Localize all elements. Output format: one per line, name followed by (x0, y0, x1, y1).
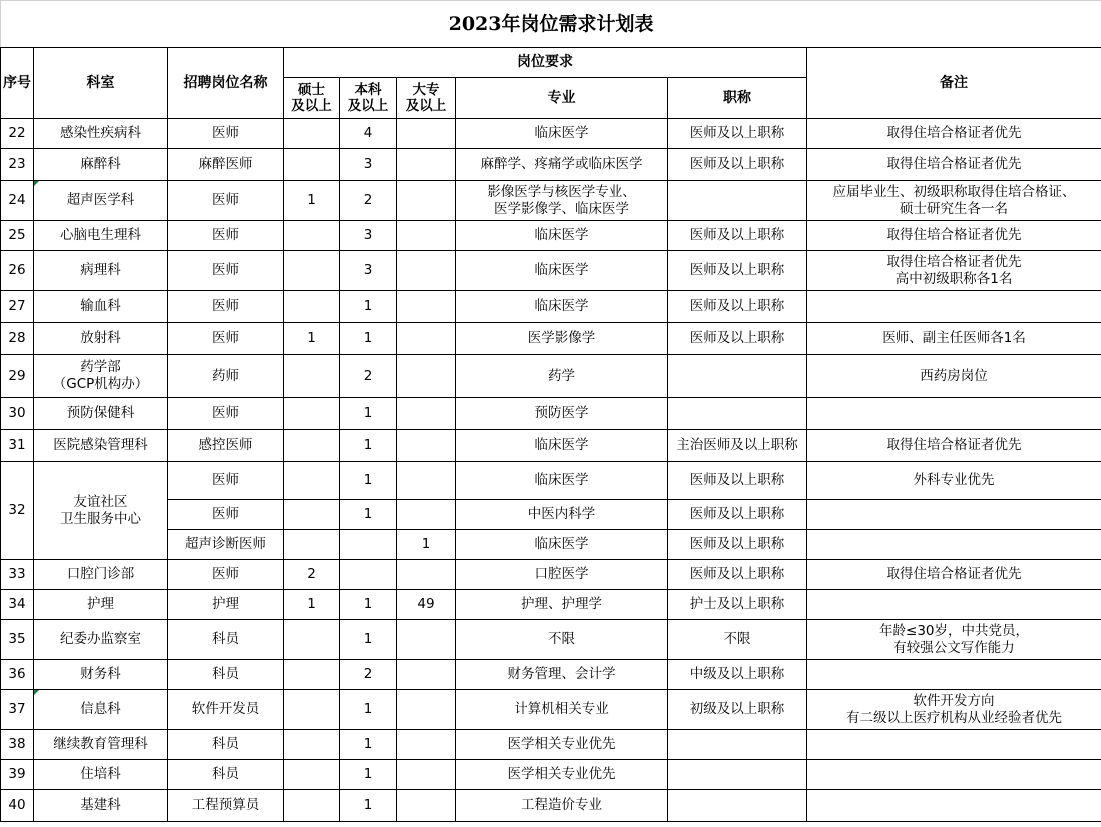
cell-no: 33 (1, 560, 34, 590)
header-master: 硕士 及以上 (284, 78, 340, 119)
cell-position: 工程预算员 (168, 790, 284, 822)
cell-dept: 输血科 (34, 291, 168, 323)
cell-college (397, 221, 456, 251)
cell-no: 36 (1, 660, 34, 690)
cell-remarks: 医师、副主任医师各1名 (807, 323, 1101, 355)
cell-dept: 心脑电生理科 (34, 221, 168, 251)
cell-remarks: 取得住培合格证者优先 高中初级职称各1名 (807, 251, 1101, 291)
table-row (1, 620, 1101, 660)
table-row (1, 119, 1101, 149)
cell-major: 临床医学 (456, 462, 668, 500)
cell-remarks: 外科专业优先 (807, 462, 1101, 500)
cell-title: 医师及以上职称 (668, 560, 807, 590)
table-row (1, 760, 1101, 790)
table-row (1, 560, 1101, 590)
cell-position: 软件开发员 (168, 690, 284, 730)
cell-major: 护理、护理学 (456, 590, 668, 620)
header-bachelor: 本科 及以上 (340, 78, 397, 119)
cell-remarks: 取得住培合格证者优先 (807, 221, 1101, 251)
cell-dept: 纪委办监察室 (34, 620, 168, 660)
cell-dept: 护理 (34, 590, 168, 620)
cell-position: 医师 (168, 291, 284, 323)
cell-position: 医师 (168, 500, 284, 530)
cell-dept: 麻醉科 (34, 149, 168, 181)
cell-master (284, 500, 340, 530)
cell-dept: 感染性疾病科 (34, 119, 168, 149)
cell-remarks: 年龄≤30岁，中共党员， 有较强公文写作能力 (807, 620, 1101, 660)
cell-bachelor: 1 (340, 620, 397, 660)
cell-remarks (807, 291, 1101, 323)
cell-major: 医学影像学 (456, 323, 668, 355)
cell-title: 中级及以上职称 (668, 660, 807, 690)
cell-master (284, 291, 340, 323)
cell-title: 医师及以上职称 (668, 323, 807, 355)
cell-bachelor: 2 (340, 660, 397, 690)
cell-dept: 继续教育管理科 (34, 730, 168, 760)
cell-master (284, 690, 340, 730)
table-row (1, 790, 1101, 822)
cell-college (397, 760, 456, 790)
cell-college (397, 560, 456, 590)
cell-title (668, 355, 807, 398)
cell-title: 主治医师及以上职称 (668, 430, 807, 462)
cell-remarks (807, 730, 1101, 760)
cell-dept: 超声医学科 (34, 181, 168, 221)
cell-college (397, 430, 456, 462)
cell-dept: 放射科 (34, 323, 168, 355)
cell-master (284, 530, 340, 560)
cell-bachelor: 1 (340, 398, 397, 430)
cell-title (668, 181, 807, 221)
header-dept: 科室 (34, 48, 168, 119)
cell-bachelor: 1 (340, 590, 397, 620)
table-row (1, 462, 1101, 500)
cell-remarks: 西药房岗位 (807, 355, 1101, 398)
cell-position: 医师 (168, 398, 284, 430)
cell-no: 34 (1, 590, 34, 620)
cell-master (284, 251, 340, 291)
cell-master (284, 462, 340, 500)
cell-dept: 基建科 (34, 790, 168, 822)
table-row (1, 660, 1101, 690)
cell-college (397, 149, 456, 181)
cell-no: 40 (1, 790, 34, 822)
cell-college (397, 398, 456, 430)
cell-college (397, 355, 456, 398)
header-major: 专业 (456, 78, 668, 119)
cell-title: 医师及以上职称 (668, 119, 807, 149)
cell-major: 临床医学 (456, 430, 668, 462)
cell-dept: 预防保健科 (34, 398, 168, 430)
cell-bachelor: 1 (340, 760, 397, 790)
cell-college (397, 181, 456, 221)
table-row (1, 181, 1101, 221)
cell-title: 医师及以上职称 (668, 462, 807, 500)
cell-major: 临床医学 (456, 119, 668, 149)
cell-major: 临床医学 (456, 221, 668, 251)
cell-dept: 病理科 (34, 251, 168, 291)
cell-no: 38 (1, 730, 34, 760)
cell-master (284, 760, 340, 790)
cell-master (284, 221, 340, 251)
cell-position: 医师 (168, 251, 284, 291)
cell-bachelor: 1 (340, 500, 397, 530)
table-row (1, 430, 1101, 462)
cell-bachelor: 1 (340, 323, 397, 355)
cell-no: 37 (1, 690, 34, 730)
cell-dept: 友谊社区 卫生服务中心 (34, 462, 168, 560)
table-row (1, 398, 1101, 430)
cell-major: 医学相关专业优先 (456, 760, 668, 790)
cell-position: 科员 (168, 760, 284, 790)
cell-major: 麻醉学、疼痛学或临床医学 (456, 149, 668, 181)
cell-bachelor: 1 (340, 462, 397, 500)
cell-master (284, 355, 340, 398)
cell-college (397, 462, 456, 500)
cell-title: 初级及以上职称 (668, 690, 807, 730)
cell-position: 医师 (168, 462, 284, 500)
cell-position: 护理 (168, 590, 284, 620)
cell-master: 1 (284, 323, 340, 355)
cell-master (284, 119, 340, 149)
cell-college (397, 500, 456, 530)
cell-no: 22 (1, 119, 34, 149)
cell-remarks: 应届毕业生、初级职称取得住培合格证、 硕士研究生各一名 (807, 181, 1101, 221)
cell-no: 24 (1, 181, 34, 221)
cell-bachelor: 3 (340, 251, 397, 291)
cell-remarks: 取得住培合格证者优先 (807, 119, 1101, 149)
cell-master (284, 660, 340, 690)
cell-master (284, 620, 340, 660)
cell-major: 临床医学 (456, 530, 668, 560)
cell-position: 科员 (168, 620, 284, 660)
cell-college (397, 620, 456, 660)
cell-no: 31 (1, 430, 34, 462)
cell-title: 医师及以上职称 (668, 500, 807, 530)
cell-major: 财务管理、会计学 (456, 660, 668, 690)
cell-no: 25 (1, 221, 34, 251)
cell-master (284, 430, 340, 462)
cell-college (397, 291, 456, 323)
cell-title: 医师及以上职称 (668, 530, 807, 560)
cell-remarks (807, 790, 1101, 822)
cell-major: 临床医学 (456, 251, 668, 291)
cell-college (397, 119, 456, 149)
cell-position: 科员 (168, 730, 284, 760)
cell-no: 32 (1, 462, 34, 560)
cell-college (397, 790, 456, 822)
header-remarks: 备注 (807, 48, 1101, 119)
cell-major: 医学相关专业优先 (456, 730, 668, 760)
cell-college (397, 660, 456, 690)
cell-major: 不限 (456, 620, 668, 660)
header-position: 招聘岗位名称 (168, 48, 284, 119)
cell-college (397, 690, 456, 730)
cell-major: 中医内科学 (456, 500, 668, 530)
cell-major: 口腔医学 (456, 560, 668, 590)
cell-title: 不限 (668, 620, 807, 660)
cell-dept: 住培科 (34, 760, 168, 790)
cell-remarks: 取得住培合格证者优先 (807, 560, 1101, 590)
cell-master: 1 (284, 181, 340, 221)
cell-major: 药学 (456, 355, 668, 398)
cell-remarks: 取得住培合格证者优先 (807, 430, 1101, 462)
cell-college (397, 323, 456, 355)
table-row (1, 690, 1101, 730)
table-title: 2023年岗位需求计划表 (1, 1, 1101, 48)
cell-title: 医师及以上职称 (668, 251, 807, 291)
table-row (1, 251, 1101, 291)
cell-remarks: 取得住培合格证者优先 (807, 149, 1101, 181)
table-row (1, 291, 1101, 323)
cell-bachelor (340, 530, 397, 560)
cell-master (284, 149, 340, 181)
cell-college: 49 (397, 590, 456, 620)
cell-title: 护士及以上职称 (668, 590, 807, 620)
cell-college (397, 251, 456, 291)
cell-bachelor: 1 (340, 730, 397, 760)
cell-dept: 信息科 (34, 690, 168, 730)
cell-dept: 财务科 (34, 660, 168, 690)
cell-no: 35 (1, 620, 34, 660)
cell-master: 1 (284, 590, 340, 620)
cell-bachelor (340, 560, 397, 590)
cell-dept: 口腔门诊部 (34, 560, 168, 590)
header-college: 大专 及以上 (397, 78, 456, 119)
cell-position: 医师 (168, 560, 284, 590)
cell-remarks (807, 760, 1101, 790)
cell-bachelor: 2 (340, 355, 397, 398)
cell-master (284, 398, 340, 430)
cell-bachelor: 1 (340, 291, 397, 323)
cell-position: 超声诊断医师 (168, 530, 284, 560)
cell-master (284, 790, 340, 822)
cell-no: 27 (1, 291, 34, 323)
cell-title (668, 730, 807, 760)
header-requirements: 岗位要求 (284, 48, 807, 78)
header-title: 职称 (668, 78, 807, 119)
cell-no: 30 (1, 398, 34, 430)
cell-college: 1 (397, 530, 456, 560)
cell-position: 医师 (168, 323, 284, 355)
cell-position: 医师 (168, 221, 284, 251)
cell-major: 工程造价专业 (456, 790, 668, 822)
cell-no: 39 (1, 760, 34, 790)
table-row (1, 730, 1101, 760)
table-row (1, 355, 1101, 398)
cell-position: 麻醉医师 (168, 149, 284, 181)
cell-major: 预防医学 (456, 398, 668, 430)
cell-no: 23 (1, 149, 34, 181)
cell-master (284, 730, 340, 760)
cell-major: 影像医学与核医学专业、 医学影像学、临床医学 (456, 181, 668, 221)
table-row (1, 221, 1101, 251)
cell-no: 26 (1, 251, 34, 291)
cell-remarks (807, 590, 1101, 620)
cell-bachelor: 4 (340, 119, 397, 149)
cell-remarks (807, 530, 1101, 560)
cell-remarks (807, 500, 1101, 530)
cell-no: 29 (1, 355, 34, 398)
cell-position: 感控医师 (168, 430, 284, 462)
cell-bachelor: 1 (340, 690, 397, 730)
cell-dept: 药学部 （GCP机构办） (34, 355, 168, 398)
cell-title: 医师及以上职称 (668, 221, 807, 251)
cell-master: 2 (284, 560, 340, 590)
table-row (1, 590, 1101, 620)
cell-major: 计算机相关专业 (456, 690, 668, 730)
cell-bachelor: 2 (340, 181, 397, 221)
cell-title (668, 398, 807, 430)
cell-title (668, 760, 807, 790)
cell-position: 科员 (168, 660, 284, 690)
cell-bachelor: 3 (340, 149, 397, 181)
cell-bachelor: 3 (340, 221, 397, 251)
cell-remarks (807, 398, 1101, 430)
cell-college (397, 730, 456, 760)
cell-bachelor: 1 (340, 790, 397, 822)
cell-no: 28 (1, 323, 34, 355)
cell-position: 医师 (168, 119, 284, 149)
cell-title: 医师及以上职称 (668, 291, 807, 323)
cell-position: 药师 (168, 355, 284, 398)
table-row (1, 149, 1101, 181)
cell-bachelor: 1 (340, 430, 397, 462)
cell-position: 医师 (168, 181, 284, 221)
header-no: 序号 (1, 48, 34, 119)
table-row (1, 323, 1101, 355)
cell-title: 医师及以上职称 (668, 149, 807, 181)
cell-remarks: 软件开发方向 有二级以上医疗机构从业经验者优先 (807, 690, 1101, 730)
cell-title (668, 790, 807, 822)
cell-major: 临床医学 (456, 291, 668, 323)
cell-dept: 医院感染管理科 (34, 430, 168, 462)
cell-remarks (807, 660, 1101, 690)
